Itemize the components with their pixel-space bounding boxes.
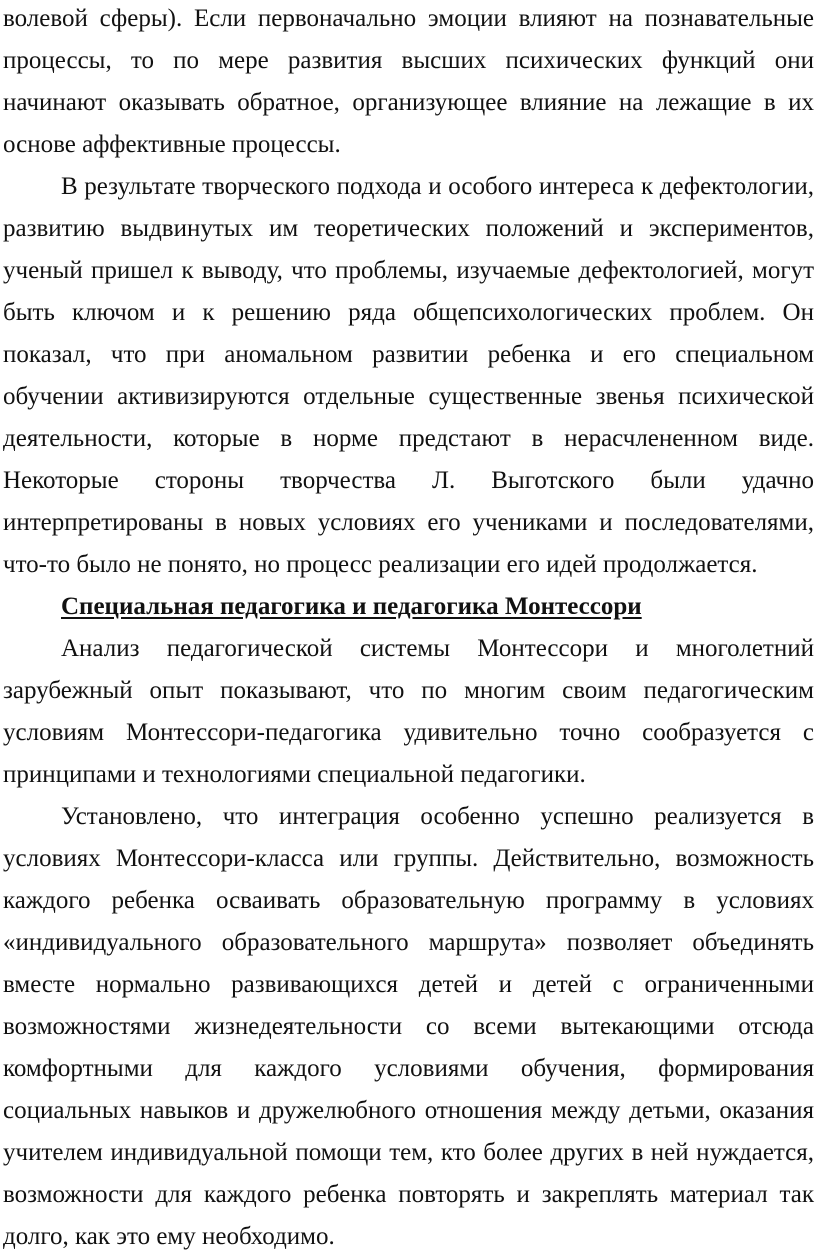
paragraph-integration: Установлено, что интеграция особенно успешно реализуется в условиях Монтессори-класса или группы. Действительно, возможность каждого ребенка осваивать образовательную программу в условиях «индивидуального образовательного маршрута» позволяет объединять вместе нормально развивающихся детей и детей с ограниченными возможностями жизнедеятельности со всеми вытекающими отсюда комфортными для каждого условиями обучения, формирования социальных навыков и дружелюбного отношения между детьми, оказания учителем индивидуальной помощи тем, кто более других в ней нуждается, возможности для каждого ребенка повторять и закреплять материал так долго, как это ему необходимо. bbox=[3, 803, 814, 1250]
paragraph-continuation: волевой сферы). Если первоначально эмоции влияют на познавательные процессы, то по мере развития высших психических функций они начинают оказывать обратное, организующее влияние на лежащие в их основе аффективные процессы. bbox=[3, 5, 814, 158]
section-heading: Специальная педагогика и педагогика Монтессори bbox=[61, 593, 642, 620]
paragraph-vygotsky: В результате творческого подхода и особого интереса к дефектологии, развитию выдвинутых им теоретических положений и экспериментов, ученый пришел к выводу, что проблемы, изучаемые дефектологией, могут быть ключом и к решению ряда общепсихологических проблем. Он показал, что при аномальном развитии ребенка и его специальном обучении активизируются отдельные существенные звенья психической деятельности, которые в норме предстают в нерасчлененном виде. Некоторые стороны творчества Л. Выготского были удачно интерпретированы в новых условиях его учениками и последователями, что-то было не понято, но процесс реализации его идей продолжается. bbox=[3, 173, 814, 578]
paragraph-montessori-analysis: Анализ педагогической системы Монтессори и многолетний зарубежный опыт показывают, что по многим своим педагогическим условиям Монтессори-педагогика удивительно точно сообразуется с принципами и технологиями специальной педагогики. bbox=[3, 635, 814, 788]
